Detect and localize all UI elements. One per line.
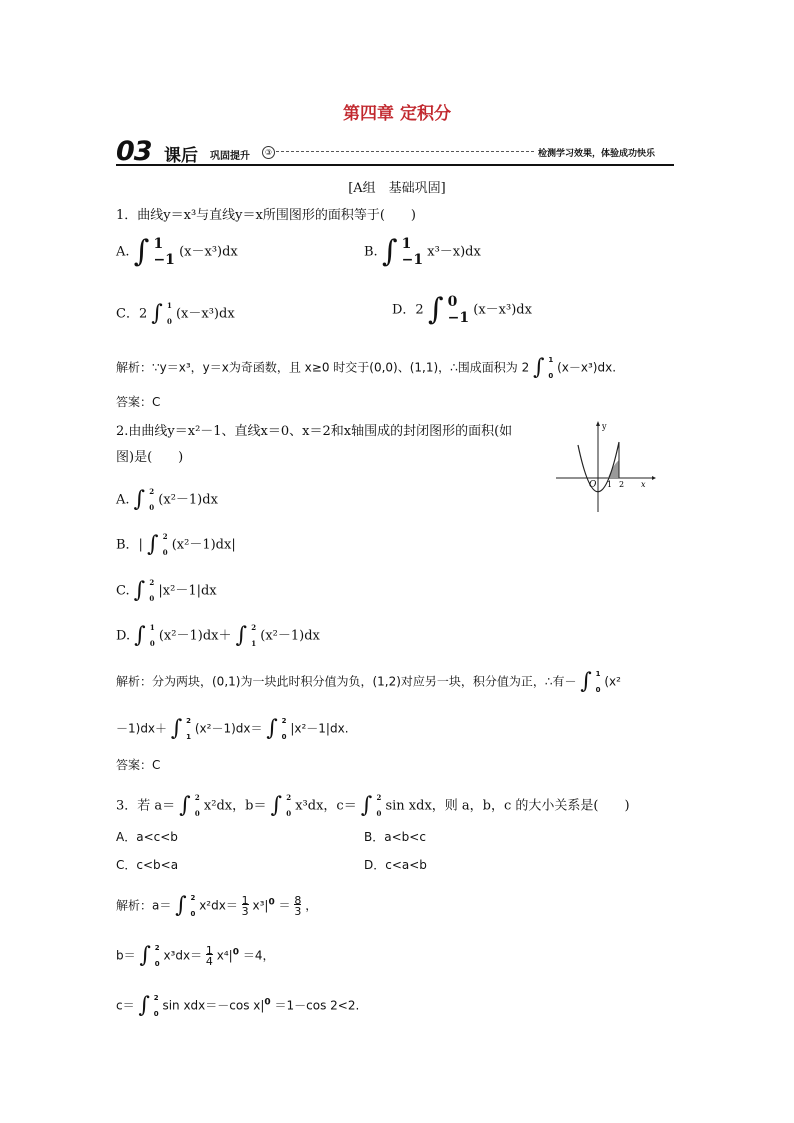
sol-c-mid: sin xdx＝－cos x|: [162, 998, 265, 1013]
lower-limit: 0: [149, 594, 155, 603]
sol-b-mid: x³dx＝: [163, 948, 203, 963]
q2-c-label: C.: [116, 583, 130, 599]
sol-a-pre: 解析：a＝: [116, 898, 172, 913]
q3-expr-2: x³dx，c＝: [295, 798, 357, 814]
q1-b-label: B.: [364, 244, 378, 260]
integral-sign: ∫: [133, 487, 146, 512]
sol-a-mid: x²dx＝: [199, 898, 238, 913]
upper-limit: 2: [149, 487, 155, 496]
q2-d-limits-2: [251, 620, 256, 652]
denominator: 3: [294, 905, 302, 918]
numerator: 8: [294, 894, 302, 907]
banner-subtitle: 巩固提升: [210, 151, 250, 162]
lower-limit: 0: [153, 1010, 159, 1018]
integral-sign: ∫: [270, 793, 283, 818]
q1-stem: 1．曲线y＝x³与直线y＝x所围图形的面积等于( ): [116, 208, 416, 223]
lower-limit: 0: [548, 372, 554, 380]
q2-a-label: A.: [116, 492, 130, 508]
q1-option-d: [392, 294, 532, 326]
lower-limit: 0: [286, 809, 292, 818]
integral-sign: ∫: [170, 716, 183, 741]
banner-arrow-icon: ③: [262, 146, 275, 159]
integral-sign: ∫: [133, 234, 150, 269]
q2-b-expr: (x²－1)dx|: [171, 537, 236, 553]
q1-option-a: [116, 236, 238, 268]
q1-a-label: A.: [116, 244, 130, 260]
integral-sign: ∫: [427, 292, 444, 327]
upper-limit: 2: [186, 717, 192, 725]
upper-limit: 2: [194, 793, 200, 802]
q2-stem-line1: 2.由曲线y＝x²－1、直线x＝0、x＝2和x轴围成的封闭图形的面积(如: [116, 424, 513, 439]
q3-option-a: A．a<c<b: [116, 830, 178, 844]
origin-label: O: [589, 480, 597, 490]
q2-analysis-line2: [116, 713, 349, 745]
q2-analysis2-limits-1: [186, 713, 191, 745]
q3-limits-3: [376, 790, 381, 822]
q2-b-limits: [163, 529, 168, 561]
q1-analysis-limits: [548, 352, 553, 384]
section-banner: [116, 136, 676, 166]
lower-limit: 0: [166, 317, 172, 326]
q2-analysis2-a: －1)dx＋: [116, 721, 168, 736]
q1-d-limits: [448, 294, 469, 326]
lower-limit: 1: [251, 639, 257, 648]
q3-limits-1: [195, 790, 200, 822]
banner-number: 03: [116, 136, 152, 167]
upper-limit: 2: [286, 793, 292, 802]
lower-limit: 0: [194, 809, 200, 818]
q2-answer: 答案：C: [116, 758, 161, 772]
q3-option-c: C．c<b<a: [116, 858, 179, 872]
upper-limit: 2: [376, 793, 382, 802]
q1-c-expr: (x－x³)dx: [175, 306, 235, 322]
q2-analysis-expr: (x²: [604, 674, 621, 689]
q2-c-limits: [149, 575, 154, 607]
sol-b-frac: [206, 945, 213, 967]
sol-c-pre: c＝: [116, 998, 135, 1013]
q2-analysis2-limits-2: [282, 713, 287, 745]
q3-option-b: B．a<b<c: [364, 830, 426, 844]
q3-expr-1: x²dx，b＝: [203, 798, 267, 814]
q2-analysis-text: 解析：分为两块，(0,1)为一块此时积分值为负，(1,2)对应另一块，积分值为正，∴有－: [116, 674, 577, 689]
q3-solution-b: [116, 940, 274, 972]
integral-sign: ∫: [138, 993, 150, 1018]
lower-limit: 0: [281, 733, 287, 741]
q1-answer: 答案：C: [116, 395, 161, 409]
q1-b-limits: [402, 236, 423, 268]
lower-limit: 0: [190, 910, 196, 918]
upper-limit: 1: [401, 236, 412, 252]
integral-sign: ∫: [360, 793, 373, 818]
upper-limit: 2: [149, 578, 155, 587]
group-heading: [A组 基础巩固]: [348, 181, 446, 196]
q2-option-c: [116, 575, 217, 607]
integral-sign: ∫: [580, 669, 592, 694]
q2-graph: [556, 420, 656, 515]
upper-limit: 2: [251, 623, 257, 632]
sol-b-limits: [155, 940, 160, 972]
upper-limit: 2: [281, 717, 287, 725]
q2-d-expr-2: (x²－1)dx: [260, 628, 320, 644]
integral-sign: ∫: [134, 623, 146, 648]
upper-limit: 2: [154, 944, 160, 952]
q2-c-expr: |x²－1|dx: [158, 583, 217, 599]
q3-solution-a: [116, 890, 317, 922]
q1-c-label: C．2: [116, 306, 148, 322]
q2-stem-line2: 图)是( ): [116, 450, 184, 465]
banner-rule: [116, 164, 674, 166]
upper-limit: 2: [190, 894, 196, 902]
lower-limit: −1: [447, 310, 470, 326]
upper-limit: 2: [153, 994, 159, 1002]
q2-analysis-limits: [596, 666, 601, 698]
integral-sign: ∫: [266, 716, 278, 741]
integral-sign: ∫: [533, 355, 545, 380]
y-axis-arrow: [596, 421, 600, 426]
q2-d-label: D.: [116, 628, 131, 644]
q3-expr-3: sin xdx，则 a，b，c 的大小关系是( ): [385, 798, 630, 814]
upper-limit: 1: [548, 356, 554, 364]
integral-sign: ∫: [179, 793, 191, 818]
q3-option-d: D．c<a<b: [364, 858, 427, 872]
integral-sign: ∫: [139, 943, 151, 968]
sol-b-end: ＝4，: [242, 948, 275, 963]
q1-a-expr: (x－x³)dx: [179, 244, 238, 260]
banner-slogan: 检测学习效果，体验成功快乐: [538, 149, 656, 159]
q2-option-d: [116, 620, 320, 652]
lower-limit: −1: [401, 252, 424, 268]
q1-option-b: [364, 236, 481, 268]
integral-sign: ∫: [175, 893, 187, 918]
upper-limit: 1: [153, 236, 164, 252]
tick-1: 1: [607, 480, 613, 489]
denominator: 3: [241, 905, 249, 918]
integral-sign: ∫: [235, 623, 248, 648]
banner-dashes: [276, 151, 534, 152]
q1-d-expr: (x－x³)dx: [473, 302, 532, 318]
sol-a-eq: ＝: [278, 898, 291, 913]
x-axis-arrow: [652, 476, 656, 480]
page-title: 第四章 定积分: [343, 104, 451, 124]
q2-analysis2-c: |x²－1|dx.: [290, 721, 349, 736]
upper-limit: 1: [595, 670, 601, 678]
q3-solution-c: [116, 990, 359, 1022]
upper-limit: 0: [447, 294, 458, 310]
lower-limit: 0: [376, 809, 382, 818]
sol-a-lim: 0: [268, 897, 275, 908]
integral-sign: ∫: [151, 301, 163, 326]
sol-b-pre: b＝: [116, 948, 136, 963]
sol-a-frac: [242, 895, 249, 917]
x-label: x: [641, 480, 646, 489]
sol-c-lim: 0: [264, 997, 271, 1008]
integral-sign: ∫: [147, 532, 159, 557]
sol-a-limits: [190, 890, 195, 922]
y-label: y: [602, 422, 607, 431]
sol-a-mid2: x³|: [252, 898, 269, 913]
q3-limits-2: [286, 790, 291, 822]
lower-limit: 0: [595, 686, 601, 694]
q1-analysis: [116, 352, 616, 384]
q1-b-expr: x³－x)dx: [427, 244, 481, 260]
numerator: 1: [205, 944, 213, 957]
q1-analysis-expr: (x－x³)dx.: [557, 360, 617, 375]
q2-b-label: B．|: [116, 537, 143, 553]
denominator: 4: [205, 955, 213, 968]
lower-limit: 0: [149, 639, 155, 648]
tick-2: 2: [619, 480, 625, 489]
q2-a-expr: (x²－1)dx: [158, 492, 218, 508]
q1-d-label: D．2: [392, 302, 424, 318]
q2-d-expr-1: (x²－1)dx＋: [158, 628, 232, 644]
q1-a-limits: [153, 236, 174, 268]
sol-b-lim: 0: [232, 947, 239, 958]
q1-option-c: [116, 298, 235, 330]
integral-sign: ∫: [381, 234, 398, 269]
lower-limit: 1: [186, 733, 192, 741]
upper-limit: 1: [166, 301, 172, 310]
lower-limit: −1: [153, 252, 175, 268]
numerator: 1: [241, 894, 249, 907]
sol-a-result: [294, 895, 301, 917]
q2-d-limits-1: [150, 620, 155, 652]
q2-analysis-line1: [116, 666, 621, 698]
sol-b-mid2: x⁴|: [216, 948, 233, 963]
q1-analysis-text: 解析：∵y＝x³，y＝x为奇函数，且 x≥0 时交于(0,0)、(1,1)，∴围成面积为 2: [116, 360, 530, 375]
q2-option-a: [116, 484, 218, 516]
q3-stem-a: 3．若 a＝: [116, 798, 176, 814]
sol-c-limits: [154, 990, 159, 1022]
lower-limit: 0: [162, 548, 168, 557]
lower-limit: 0: [154, 960, 160, 968]
upper-limit: 2: [162, 532, 168, 541]
banner-word: 课后: [164, 146, 198, 166]
q1-c-limits: [167, 298, 172, 330]
lower-limit: 0: [149, 503, 155, 512]
sol-a-end: ，: [305, 898, 318, 913]
q2-analysis2-b: (x²－1)dx＝: [194, 721, 263, 736]
sol-c-end: ＝1－cos 2<2.: [274, 998, 360, 1013]
q3-stem: [116, 790, 630, 822]
upper-limit: 1: [149, 623, 155, 632]
q2-option-b: [116, 529, 236, 561]
integral-sign: ∫: [133, 578, 146, 603]
q2-a-limits: [149, 484, 154, 516]
